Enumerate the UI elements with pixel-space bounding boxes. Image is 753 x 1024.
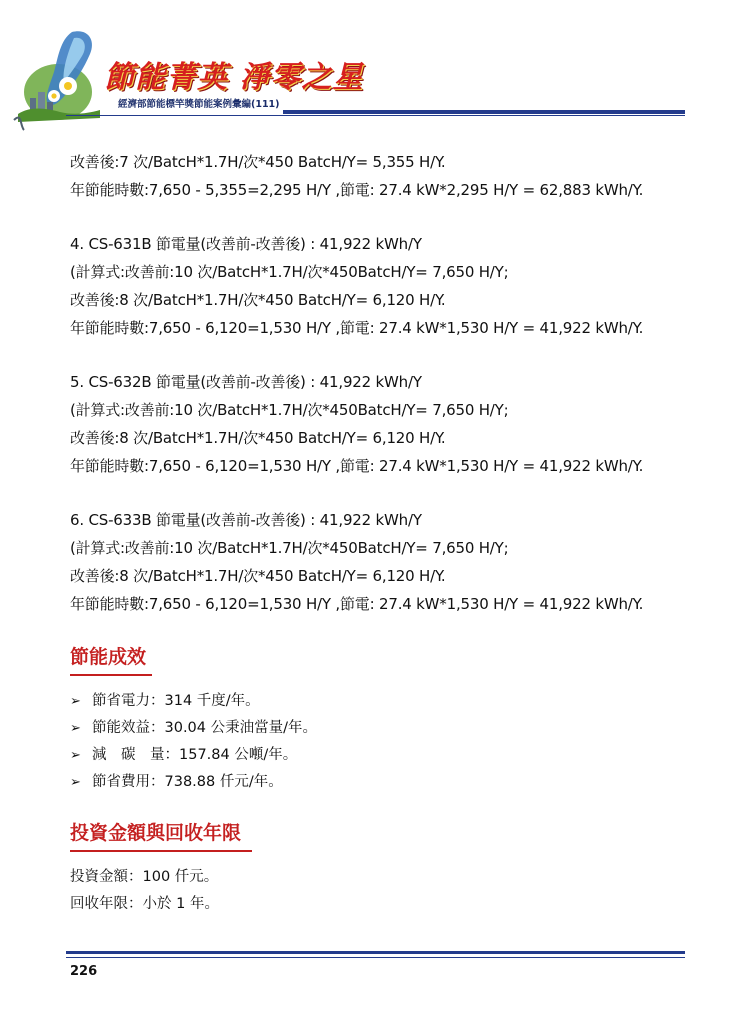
text-line: 改善後:8 次/BatcH*1.7H/次*450 BatcH/Y= 6,120 H/Y.	[70, 291, 446, 309]
section-title-investment: 投資金額與回收年限	[70, 822, 242, 844]
list-item-label: 節省電力：314 千度/年。	[92, 693, 260, 709]
arrow-bullet-icon: ➢	[70, 775, 81, 790]
investment-amount: 投資金額：100 仟元。	[70, 869, 219, 885]
section-title-benefits: 節能成效	[70, 646, 147, 668]
list-item	[70, 769, 690, 796]
text-line: (計算式:改善前:10 次/BatcH*1.7H/次*450BatcH/Y= 7,650 H/Y;	[70, 401, 509, 419]
list-item	[70, 742, 690, 769]
footer-rule	[66, 951, 685, 954]
list-item-label: 節能效益：30.04 公秉油當量/年。	[92, 720, 318, 736]
spacer	[70, 618, 690, 638]
payback-period: 回收年限：小於 1 年。	[70, 896, 219, 912]
text-line: 改善後:8 次/BatcH*1.7H/次*450 BatcH/Y= 6,120 H/Y.	[70, 567, 446, 585]
page-number: 226	[70, 964, 98, 979]
arrow-bullet-icon: ➢	[70, 694, 81, 709]
text-line: 5. CS-632B 節電量(改善前-改善後) : 41,922 kWh/Y	[70, 373, 422, 391]
text-line: 4. CS-631B 節電量(改善前-改善後) : 41,922 kWh/Y	[70, 235, 422, 253]
text-line: 年節能時數:7,650 - 6,120=1,530 H/Y ,節電: 27.4 kW*1,530 H/Y = 41,922 kWh/Y.	[70, 595, 644, 613]
spacer	[70, 796, 690, 814]
section-underline	[70, 850, 252, 852]
page-content	[70, 148, 690, 918]
list-item-label: 節省費用：738.88 仟元/年。	[92, 774, 283, 790]
arrow-bullet-icon: ➢	[70, 721, 81, 736]
spacer	[70, 480, 690, 506]
list-item	[70, 715, 690, 742]
spacer	[70, 342, 690, 368]
brand-title: 節能菁英 淨零之星	[104, 60, 364, 95]
text-line: 改善後:8 次/BatcH*1.7H/次*450 BatcH/Y= 6,120 H/Y.	[70, 429, 446, 447]
list-item	[70, 688, 690, 715]
text-line: 6. CS-633B 節電量(改善前-改善後) : 41,922 kWh/Y	[70, 511, 422, 529]
arrow-bullet-icon: ➢	[70, 748, 81, 763]
list-item-label: 減 碳 量：157.84 公噸/年。	[92, 747, 298, 763]
page-header	[0, 0, 753, 140]
text-line: (計算式:改善前:10 次/BatcH*1.7H/次*450BatcH/Y= 7,650 H/Y;	[70, 263, 509, 281]
text-line: 年節能時數:7,650 - 6,120=1,530 H/Y ,節電: 27.4 kW*1,530 H/Y = 41,922 kWh/Y.	[70, 319, 644, 337]
text-line: 年節能時數:7,650 - 6,120=1,530 H/Y ,節電: 27.4 kW*1,530 H/Y = 41,922 kWh/Y.	[70, 457, 644, 475]
brand-subtitle: 經濟部節能標竿獎節能案例彙編(111)	[118, 99, 280, 110]
section-underline	[70, 674, 152, 676]
spacer	[70, 204, 690, 230]
footer-rule-thin	[66, 957, 685, 958]
text-line: 改善後:7 次/BatcH*1.7H/次*450 BatcH/Y= 5,355 H/Y.	[70, 153, 446, 171]
header-rule	[283, 110, 685, 114]
text-line: 年節能時數:7,650 - 5,355=2,295 H/Y ,節電: 27.4 kW*2,295 H/Y = 62,883 kWh/Y.	[70, 181, 644, 199]
text-line: (計算式:改善前:10 次/BatcH*1.7H/次*450BatcH/Y= 7,650 H/Y;	[70, 539, 509, 557]
header-rule-thin	[66, 115, 685, 116]
